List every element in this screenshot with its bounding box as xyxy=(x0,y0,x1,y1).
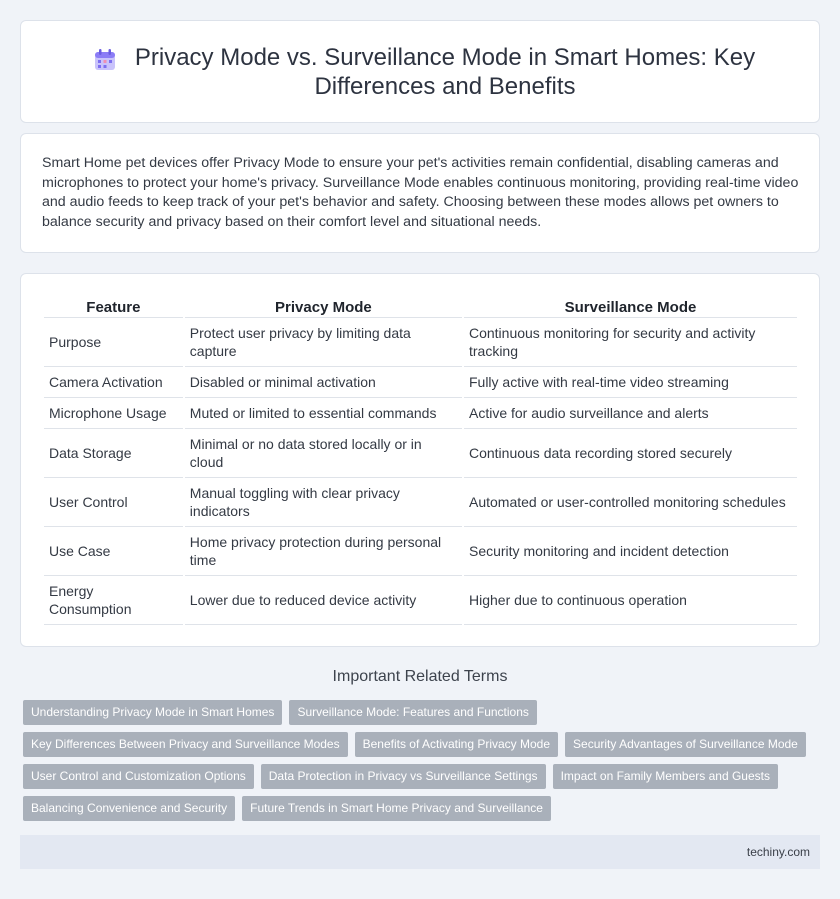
related-term-tag[interactable]: Key Differences Between Privacy and Surveillance Modes xyxy=(23,732,348,757)
cell-privacy: Muted or limited to essential commands xyxy=(185,398,462,429)
table-row xyxy=(44,527,797,576)
cell-privacy: Disabled or minimal activation xyxy=(185,367,462,398)
cell-privacy: Protect user privacy by limiting data capture xyxy=(185,318,462,367)
tag-row xyxy=(23,700,813,732)
intro-card xyxy=(20,133,820,253)
cell-feature: Use Case xyxy=(44,527,183,576)
cell-feature: Energy Consumption xyxy=(44,576,183,625)
header-surveillance-mode: Surveillance Mode xyxy=(464,296,797,318)
related-term-tag[interactable]: Data Protection in Privacy vs Surveillance Settings xyxy=(261,764,546,789)
cell-surveillance: Continuous monitoring for security and activity tracking xyxy=(464,318,797,367)
related-term-tag[interactable]: Surveillance Mode: Features and Functions xyxy=(289,700,536,725)
cell-feature: Camera Activation xyxy=(44,367,183,398)
page-title: Privacy Mode vs. Surveillance Mode in Smart Homes: Key Differences and Benefits xyxy=(134,44,756,100)
table-row xyxy=(44,429,797,478)
tag-row xyxy=(23,764,813,796)
header-privacy-mode: Privacy Mode xyxy=(185,296,462,318)
related-term-tag[interactable]: Future Trends in Smart Home Privacy and Surveillance xyxy=(242,796,551,821)
comparison-table xyxy=(42,296,799,625)
cell-privacy: Minimal or no data stored locally or in cloud xyxy=(185,429,462,478)
cell-feature: User Control xyxy=(44,478,183,527)
related-term-tag[interactable]: User Control and Customization Options xyxy=(23,764,254,789)
related-terms-list xyxy=(23,700,813,828)
cell-surveillance: Fully active with real-time video streaming xyxy=(464,367,797,398)
related-terms-title: Important Related Terms xyxy=(332,668,508,685)
tag-row xyxy=(23,732,813,764)
table-row xyxy=(44,576,797,625)
cell-surveillance: Continuous data recording stored securely xyxy=(464,429,797,478)
table-row xyxy=(44,398,797,429)
related-term-tag[interactable]: Impact on Family Members and Guests xyxy=(553,764,778,789)
related-term-tag[interactable]: Security Advantages of Surveillance Mode xyxy=(565,732,806,757)
intro-paragraph: Smart Home pet devices offer Privacy Mode to ensure your pet's activities remain confidential, disabling cameras and microphones to protect your home's privacy. Surveillance Mode enables continuous monitoring, providing real-time video and audio feeds to keep track of your pet's behavior and safety. Choosing between these modes allows pet owners to balance security and privacy based on their comfort level and situational needs. xyxy=(42,155,799,230)
related-term-tag[interactable]: Benefits of Activating Privacy Mode xyxy=(355,732,558,757)
related-term-tag[interactable]: Understanding Privacy Mode in Smart Homes xyxy=(23,700,282,725)
cell-privacy: Manual toggling with clear privacy indicators xyxy=(185,478,462,527)
cell-surveillance: Security monitoring and incident detection xyxy=(464,527,797,576)
title-card xyxy=(20,20,820,123)
cell-surveillance: Higher due to continuous operation xyxy=(464,576,797,625)
cell-surveillance: Active for audio surveillance and alerts xyxy=(464,398,797,429)
cell-surveillance: Automated or user-controlled monitoring schedules xyxy=(464,478,797,527)
header-feature: Feature xyxy=(44,296,183,318)
table-row xyxy=(44,367,797,398)
comparison-card xyxy=(20,273,820,647)
cell-feature: Data Storage xyxy=(44,429,183,478)
cell-feature: Purpose xyxy=(44,318,183,367)
footer xyxy=(20,835,820,869)
cell-privacy: Lower due to reduced device activity xyxy=(185,576,462,625)
tag-row xyxy=(23,796,813,828)
footer-site-link[interactable]: techiny.com xyxy=(746,845,810,859)
table-row xyxy=(44,478,797,527)
related-term-tag[interactable]: Balancing Convenience and Security xyxy=(23,796,235,821)
table-row xyxy=(44,318,797,367)
cell-privacy: Home privacy protection during personal time xyxy=(185,527,462,576)
cell-feature: Microphone Usage xyxy=(44,398,183,429)
